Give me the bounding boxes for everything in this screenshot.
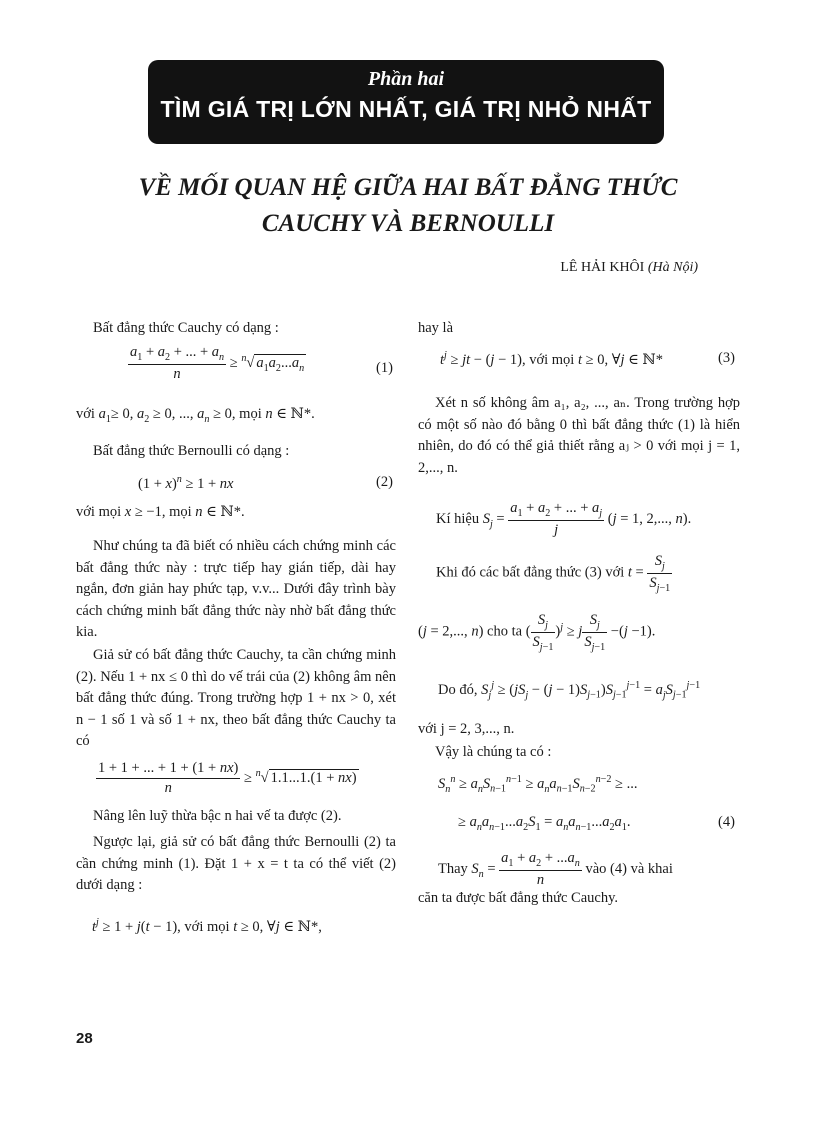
- equation-3: $t^j$ ≥ jt − (j − 1), với mọi t ≥ 0, ∀j ∈ ℕ*: [440, 350, 663, 368]
- equation-1: $\frac{a_1 + a_2 + ... + a_n}{n}$ ≥ $^n$√ $a_1a_2...a_n$: [130, 344, 305, 382]
- right-p4: với j = 2, 3,..., n.: [418, 721, 515, 737]
- equation-dodo: Do đó, $S_j^j \ge (jS_j - (j - 1)S_{j-1})S_{j-1}^{j-1} = a_jS_{j-1}^{j-1}$: [438, 680, 701, 701]
- right-p3-line1: Khi đó các bất đẳng thức (3) với t = $\frac{S_j}{S_{j-1}}$: [436, 553, 671, 594]
- equation-sj-def: Kí hiệu $S_j$ = $\frac{a_1 + a_2 + ... + a_j}{j}$ (j = 1, 2,..., n).: [436, 500, 692, 538]
- right-p2: Xét n số không âm a₁, a₂, ..., aₙ. Trong trường hợp có một số nào đó bằng 0 thì bất đẳng thức (1) là hiển nhiên, do đó có thể giả thiết rằng aⱼ > 0 với mọi j = 1, 2,..., n.: [418, 395, 740, 476]
- equation-2: $(1 + x)^n \ge 1$ + nx: [138, 474, 234, 492]
- page-number: 28: [76, 1030, 93, 1047]
- left-cond2: với mọi x ≥ −1, mọi n ∈ ℕ*.: [76, 504, 245, 520]
- part-banner: [148, 60, 664, 144]
- author-name: LÊ HẢI KHÔI: [560, 260, 645, 275]
- left-p1: Bất đẳng thức Cauchy có dạng :: [93, 320, 279, 336]
- left-cond1: với $a_1\ge 0$, $a_2 \ge 0$, ..., $a_n \ge 0$, mọi n ∈ ℕ*.: [76, 406, 315, 425]
- right-p3-line2: (j = 2,..., n) cho ta ( $\frac{S_j}{S_{j-1}}$ )$^j$ ≥ j $\frac{S_j}{S_{j-1}}$ −(j −1).: [418, 612, 656, 653]
- equation-cauchy-applied: $\frac{1 + 1 + ... + 1 + (1 + nx)}{n}$ ≥ $^n$√ 1.1...1.(1 + nx): [98, 760, 357, 796]
- equation-1-number: (1): [376, 360, 393, 376]
- article-title-line1: VỀ MỐI QUAN HỆ GIỮA HAI BẤT ĐẲNG THỨC: [138, 174, 678, 201]
- equation-2-number: (2): [376, 474, 393, 490]
- equation-thay: Thay $S_n$ = $\frac{a_1 + a_2 + ...a_n}{n}$ vào (4) và khai: [438, 850, 673, 888]
- part-label: Phần hai: [367, 68, 445, 90]
- left-p2: Bất đẳng thức Bernoulli có dạng :: [93, 443, 290, 459]
- equation-t: $t^j \ge 1 + j(t - 1)$, với mọi t ≥ 0, ∀j ∈ ℕ*,: [92, 917, 322, 935]
- left-p5: Nâng lên luỹ thừa bậc n hai vế ta được (2).: [93, 808, 342, 824]
- equation-3-number: (3): [718, 350, 735, 366]
- author-place: (Hà Nội): [647, 260, 698, 275]
- part-title: TÌM GIÁ TRỊ LỚN NHẤT, GIÁ TRỊ NHỎ NHẤT: [160, 96, 652, 122]
- author-line: [480, 260, 698, 276]
- equation-4-line1: $S_n^n \ge a_nS_{n-1}^{n-1} \ge a_na_{n-1}S_{n-2}^{n-2}$ ≥ ...: [438, 774, 638, 795]
- equation-4-line2: ≥ $a_na_{n-1}...a_2S_1 = a_na_{n-1}...a_2a_1$.: [458, 814, 631, 833]
- right-p1: hay là: [418, 320, 454, 336]
- equation-4-number: (4): [718, 814, 735, 830]
- right-p6: căn ta được bất đẳng thức Cauchy.: [418, 890, 618, 906]
- right-p5: Vậy là chúng ta có :: [435, 744, 552, 760]
- left-p6: Ngược lại, giả sử có bất đẳng thức Bernoulli (2) ta cần chứng minh (1). Đặt 1 + x = t ta có thể viết (2) dưới dạng :: [76, 834, 396, 893]
- article-title-line2: CAUCHY VÀ BERNOULLI: [261, 210, 555, 237]
- left-p3: Như chúng ta đã biết có nhiều cách chứng minh các bất đẳng thức này : trực tiếp hay gián tiếp, dài hay ngắn, đơn giản hay phức tạp, v.v... Dưới đây trình bày cách chứng minh bất đẳng thức này nhờ bất đẳng thức kia.: [76, 538, 396, 640]
- left-p4: Giả sử có bất đẳng thức Cauchy, ta cần chứng minh (2). Nếu 1 + nx ≤ 0 thì do vế trái của (2) không âm nên bất đẳng thức đúng. Trong trường hợp 1 + nx > 0, xét n − 1 số 1 và số 1 + nx, theo bất đẳng thức Cauchy ta có: [76, 647, 396, 749]
